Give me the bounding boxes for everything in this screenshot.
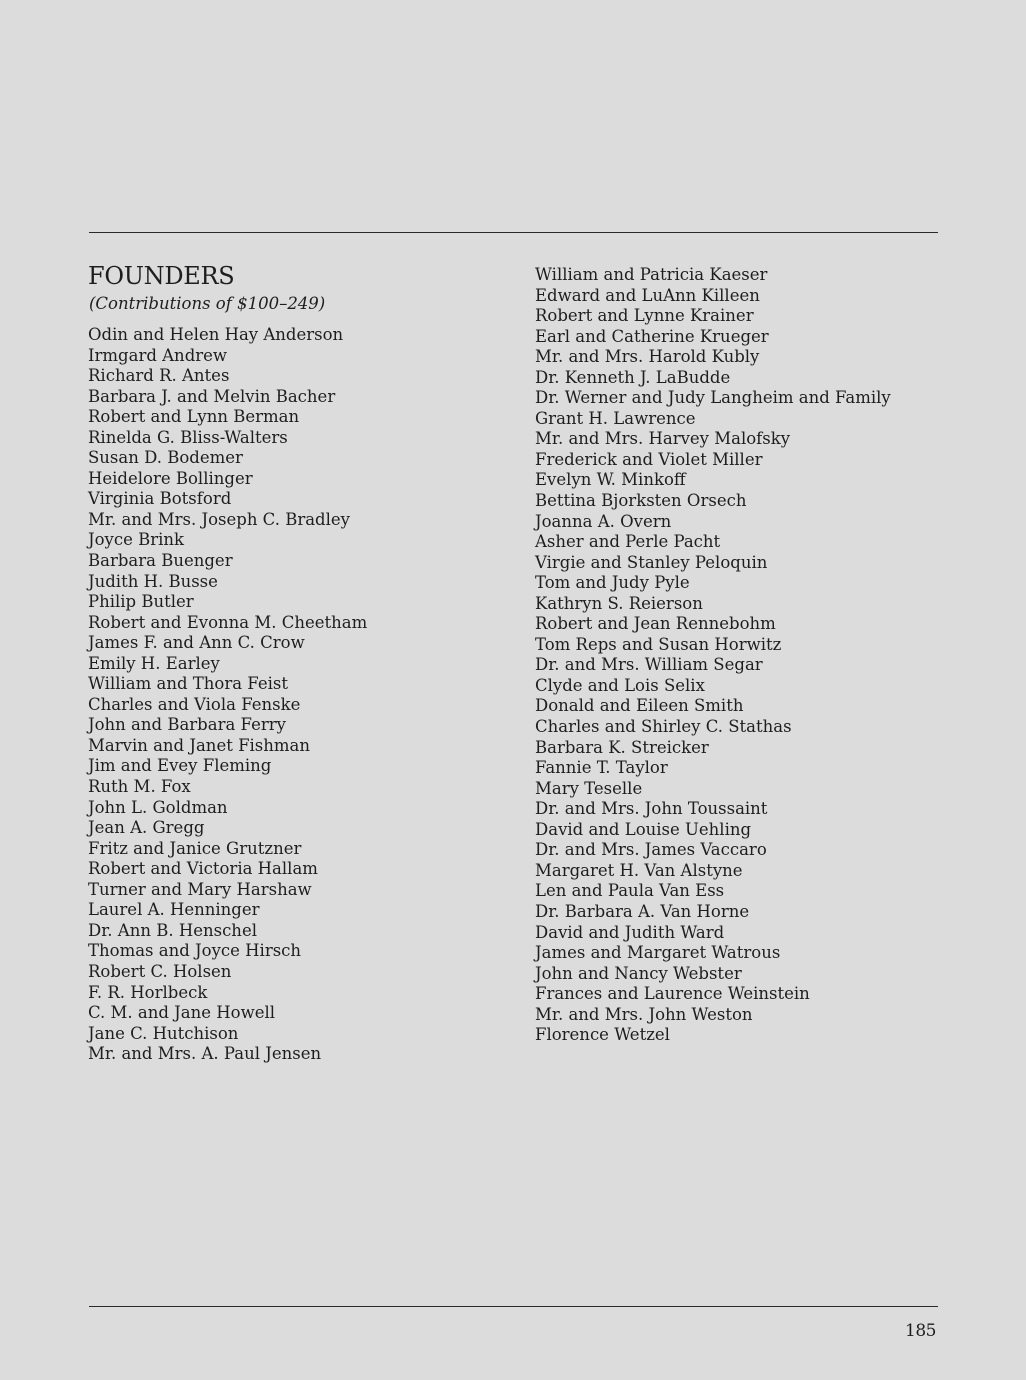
donor-name: Dr. Barbara A. Van Horne: [535, 901, 750, 921]
section-subtitle: (Contributions of $100–249): [89, 294, 326, 313]
donor-name: William and Patricia Kaeser: [535, 265, 768, 284]
donor-name: Heidelore Bollinger: [88, 468, 253, 488]
donor-name: John L. Goldman: [88, 797, 228, 817]
donor-name: John and Nancy Webster: [535, 963, 742, 983]
donor-name: Robert and Lynne Krainer: [535, 306, 754, 326]
donor-name: Jane C. Hutchison: [88, 1023, 239, 1043]
donor-name: Charles and Shirley C. Stathas: [535, 717, 792, 737]
donor-name: Mr. and Mrs. Harold Kubly: [535, 347, 760, 367]
donor-name: Barbara J. and Melvin Bacher: [88, 386, 336, 406]
donor-name: Robert and Evonna M. Cheetham: [88, 612, 368, 632]
donor-name: Dr. and Mrs. James Vaccaro: [535, 840, 767, 860]
donor-name: Tom and Judy Pyle: [535, 573, 690, 593]
donor-name: C. M. and Jane Howell: [88, 1003, 276, 1023]
top-rule: [89, 232, 938, 233]
donor-name: Dr. and Mrs. John Toussaint: [535, 799, 768, 819]
donor-name: Kathryn S. Reierson: [535, 593, 703, 613]
donor-name: Robert and Lynn Berman: [88, 407, 300, 427]
donor-name: James and Margaret Watrous: [535, 943, 781, 963]
donor-name: Florence Wetzel: [535, 1025, 670, 1045]
donor-name: Clyde and Lois Selix: [535, 675, 705, 695]
donor-name: James F. and Ann C. Crow: [88, 633, 305, 653]
page-number: 185: [905, 1321, 936, 1341]
donor-name: Charles and Viola Fenske: [88, 694, 301, 714]
donor-name: William and Thora Feist: [88, 674, 288, 694]
donor-name: Asher and Perle Pacht: [535, 532, 721, 552]
donor-name: Tom Reps and Susan Horwitz: [535, 634, 782, 654]
donor-name: Philip Butler: [88, 592, 194, 612]
donor-name: Frederick and Violet Miller: [535, 449, 763, 469]
donor-name: Jean A. Gregg: [88, 818, 205, 838]
donor-name: Emily H. Earley: [88, 653, 220, 673]
donor-name: Mr. and Mrs. Joseph C. Bradley: [88, 509, 350, 529]
donor-name: Virgie and Stanley Peloquin: [535, 552, 768, 572]
donor-name: Virginia Botsford: [88, 489, 232, 509]
donor-name: Joanna A. Overn: [535, 511, 672, 531]
right-name-list: [535, 265, 891, 1046]
donor-name: Mr. and Mrs. Harvey Malofsky: [535, 429, 791, 449]
donor-name: Richard R. Antes: [88, 366, 230, 386]
donor-name: Robert and Victoria Hallam: [88, 859, 318, 879]
donor-name: Robert C. Holsen: [88, 961, 232, 981]
donor-name: Bettina Bjorksten Orsech: [535, 491, 747, 511]
left-name-list: [88, 325, 367, 1065]
donor-name: Evelyn W. Minkoff: [535, 470, 686, 490]
donor-name: Frances and Laurence Weinstein: [535, 984, 810, 1004]
donor-name: Dr. and Mrs. William Segar: [535, 655, 763, 675]
donor-name: Mr. and Mrs. A. Paul Jensen: [88, 1044, 322, 1064]
donor-name: Susan D. Bodemer: [88, 448, 243, 468]
donor-name: F. R. Horlbeck: [88, 982, 208, 1002]
donor-name: Donald and Eileen Smith: [535, 696, 744, 716]
bottom-rule: [89, 1306, 938, 1307]
donor-name: Dr. Werner and Judy Langheim and Family: [535, 388, 891, 408]
donor-name: Judith H. Busse: [88, 571, 218, 591]
donor-name: Rinelda G. Bliss-Walters: [88, 427, 288, 447]
donor-name: David and Judith Ward: [535, 922, 725, 942]
donor-name: Odin and Helen Hay Anderson: [88, 325, 344, 344]
donor-name: Dr. Ann B. Henschel: [88, 920, 257, 940]
donor-name: Margaret H. Van Alstyne: [535, 860, 743, 880]
donor-name: Earl and Catherine Krueger: [535, 326, 769, 346]
donor-name: Barbara K. Streicker: [535, 737, 709, 757]
donor-name: Dr. Kenneth J. LaBudde: [535, 367, 731, 387]
donor-name: Turner and Mary Harshaw: [88, 879, 312, 899]
donor-name: Irmgard Andrew: [88, 345, 228, 365]
donor-name: Laurel A. Henninger: [88, 900, 260, 920]
donor-name: Mr. and Mrs. John Weston: [535, 1004, 753, 1024]
donor-name: Robert and Jean Rennebohm: [535, 614, 776, 634]
donor-name: Barbara Buenger: [88, 551, 233, 571]
donor-name: Edward and LuAnn Killeen: [535, 285, 760, 305]
donor-name: Fritz and Janice Grutzner: [88, 838, 302, 858]
donor-name: John and Barbara Ferry: [88, 715, 286, 735]
donor-name: David and Louise Uehling: [535, 819, 752, 839]
donor-name: Len and Paula Van Ess: [535, 881, 725, 901]
donor-name: Grant H. Lawrence: [535, 408, 696, 428]
donor-name: Marvin and Janet Fishman: [88, 735, 311, 755]
donor-name: Fannie T. Taylor: [535, 758, 668, 778]
donor-name: Joyce Brink: [88, 530, 185, 550]
donor-name: Jim and Evey Fleming: [88, 756, 272, 776]
donor-name: Ruth M. Fox: [88, 777, 191, 797]
donor-name: Thomas and Joyce Hirsch: [88, 941, 302, 961]
section-title: FOUNDERS: [88, 262, 235, 290]
donor-name: Mary Teselle: [535, 778, 643, 798]
